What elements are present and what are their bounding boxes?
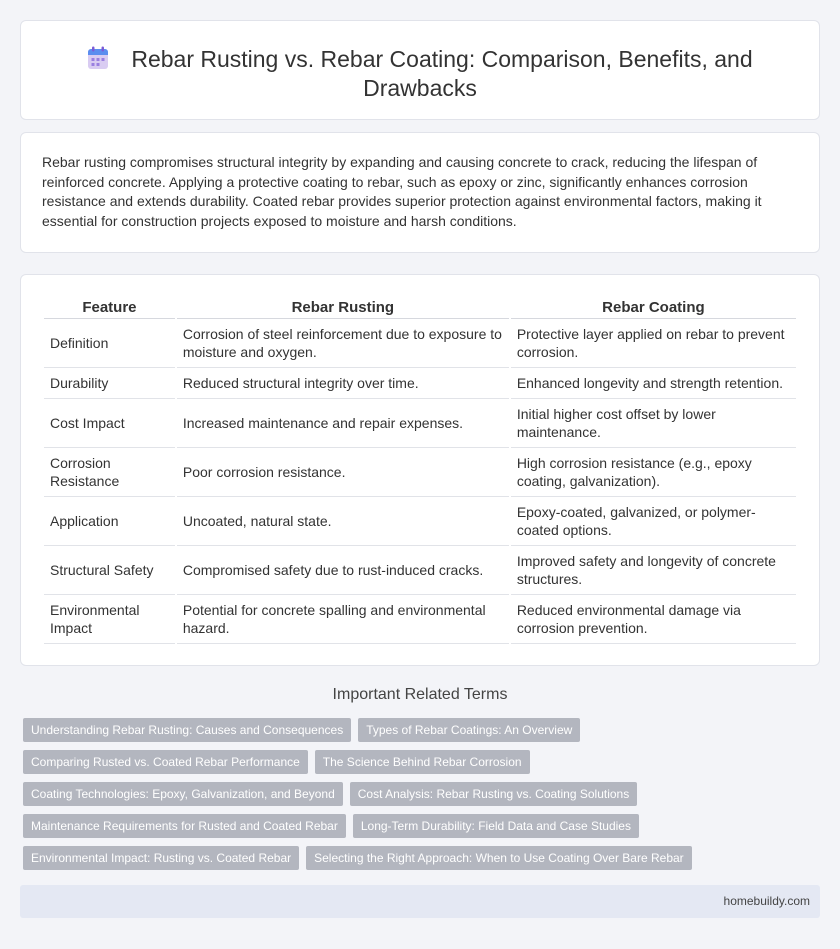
coating-cell: Reduced environmental damage via corrosion prevention. <box>511 595 796 644</box>
table-header-row <box>44 296 796 319</box>
coating-cell: Improved safety and longevity of concrete structures. <box>511 546 796 595</box>
coating-cell: High corrosion resistance (e.g., epoxy coating, galvanization). <box>511 448 796 497</box>
related-term-tag[interactable]: The Science Behind Rebar Corrosion <box>315 750 530 774</box>
coating-cell: Enhanced longevity and strength retention. <box>511 368 796 399</box>
footer <box>20 885 820 918</box>
rusting-cell: Reduced structural integrity over time. <box>177 368 509 399</box>
header-feature: Feature <box>44 296 175 319</box>
table-row <box>44 595 796 644</box>
header-rebar-coating: Rebar Coating <box>511 296 796 319</box>
rusting-cell: Uncoated, natural state. <box>177 497 509 546</box>
rusting-cell: Compromised safety due to rust-induced cracks. <box>177 546 509 595</box>
table-row <box>44 448 796 497</box>
feature-cell: Corrosion Resistance <box>44 448 175 497</box>
intro-text: Rebar rusting compromises structural integrity by expanding and causing concrete to crack, reducing the lifespan of reinforced concrete. Applying a protective coating to rebar, such as epoxy or zinc, significantly enhances corrosion resistance and extends durability. Coated rebar provides superior protection against environmental factors, making it essential for construction projects exposed to moisture and harsh conditions. <box>42 154 762 229</box>
title-line-1: Rebar Rusting vs. Rebar Coating: Comparison, Benefits, and <box>131 46 753 72</box>
table-row <box>44 368 796 399</box>
page-title <box>21 45 819 103</box>
rusting-cell: Potential for concrete spalling and environmental hazard. <box>177 595 509 644</box>
related-term-tag[interactable]: Selecting the Right Approach: When to Use Coating Over Bare Rebar <box>306 846 692 870</box>
rusting-cell: Poor corrosion resistance. <box>177 448 509 497</box>
feature-cell: Application <box>44 497 175 546</box>
footer-site-link[interactable]: homebuildy.com <box>723 894 810 908</box>
rusting-cell: Corrosion of steel reinforcement due to exposure to moisture and oxygen. <box>177 319 509 368</box>
related-term-tag[interactable]: Cost Analysis: Rebar Rusting vs. Coating Solutions <box>350 782 637 806</box>
related-term-tag[interactable]: Environmental Impact: Rusting vs. Coated Rebar <box>23 846 299 870</box>
calendar-icon <box>87 46 109 70</box>
coating-cell: Initial higher cost offset by lower maintenance. <box>511 399 796 448</box>
coating-cell: Epoxy-coated, galvanized, or polymer-coated options. <box>511 497 796 546</box>
related-term-tag[interactable]: Comparing Rusted vs. Coated Rebar Performance <box>23 750 308 774</box>
feature-cell: Cost Impact <box>44 399 175 448</box>
header-card <box>20 20 820 120</box>
intro-card <box>20 132 820 253</box>
related-term-tag[interactable]: Coating Technologies: Epoxy, Galvanization, and Beyond <box>23 782 343 806</box>
coating-cell: Protective layer applied on rebar to prevent corrosion. <box>511 319 796 368</box>
related-terms-list <box>23 718 823 878</box>
table-row <box>44 546 796 595</box>
related-term-tag[interactable]: Maintenance Requirements for Rusted and Coated Rebar <box>23 814 346 838</box>
related-term-tag[interactable]: Long-Term Durability: Field Data and Case Studies <box>353 814 639 838</box>
related-terms-title: Important Related Terms <box>332 686 508 703</box>
rusting-cell: Increased maintenance and repair expenses. <box>177 399 509 448</box>
related-term-tag[interactable]: Understanding Rebar Rusting: Causes and Consequences <box>23 718 351 742</box>
header-rebar-rusting: Rebar Rusting <box>177 296 509 319</box>
comparison-table <box>42 296 798 644</box>
related-term-tag[interactable]: Types of Rebar Coatings: An Overview <box>358 718 580 742</box>
table-row <box>44 319 796 368</box>
feature-cell: Definition <box>44 319 175 368</box>
table-row <box>44 399 796 448</box>
feature-cell: Environmental Impact <box>44 595 175 644</box>
table-row <box>44 497 796 546</box>
feature-cell: Structural Safety <box>44 546 175 595</box>
feature-cell: Durability <box>44 368 175 399</box>
title-line-2: Drawbacks <box>363 75 477 101</box>
comparison-card <box>20 274 820 666</box>
